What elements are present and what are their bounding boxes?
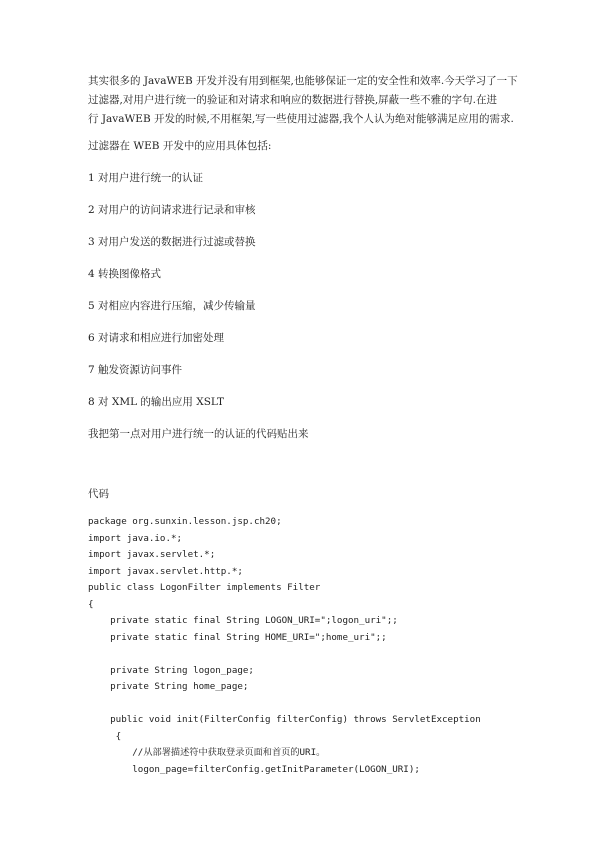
- intro-line: 过滤器,对用户进行统一的验证和对请求和响应的数据进行替换,屏蔽一些不雅的字句.在进: [88, 94, 498, 106]
- code-line: package org.sunxin.lesson.jsp.ch20;: [88, 516, 282, 527]
- closing-sentence: 我把第一点对用户进行统一的认证的代码贴出来: [88, 428, 309, 440]
- code-line: {: [88, 730, 122, 742]
- list-item: 7 触发资源访问事件: [88, 364, 183, 376]
- code-line: private static final String LOGON_URI=";logon_uri";;: [88, 615, 398, 626]
- list-heading: 过滤器在 WEB 开发中的应用具体包括:: [88, 140, 272, 152]
- code-line: [88, 696, 548, 713]
- list-item: 2 对用户的访问请求进行记录和审核: [88, 204, 256, 216]
- intro-line: 行 JavaWEB 开发的时候,不用框架,写一些使用过滤器,我个人认为绝对能够满足应用的需求.: [88, 113, 514, 125]
- list-item: 8 对 XML 的输出应用 XSLT: [88, 396, 225, 408]
- code-line: //从部署描述符中获取登录页面和首页的URI。: [88, 747, 326, 758]
- code-line: [88, 646, 548, 663]
- list-item: 1 对用户进行统一的认证: [88, 172, 204, 184]
- code-heading: 代码: [88, 488, 109, 500]
- code-line: public class LogonFilter implements Filter: [88, 582, 321, 593]
- code-block: [88, 514, 548, 778]
- code-line: private static final String HOME_URI=";home_uri";;: [88, 631, 387, 643]
- intro-paragraph: [88, 72, 528, 129]
- list-item: 3 对用户发送的数据进行过滤或替换: [88, 236, 256, 248]
- intro-line: 其实很多的 JavaWEB 开发并没有用到框架,也能够保证一定的安全性和效率.今天学习了一下: [88, 75, 518, 87]
- code-line: logon_page=filterConfig.getInitParameter(LOGON_URI);: [88, 763, 420, 775]
- code-line: private String logon_page;: [88, 664, 254, 676]
- code-line: import java.io.*;: [88, 532, 183, 544]
- list-item: 6 对请求和相应进行加密处理: [88, 332, 225, 344]
- code-line: private String home_page;: [88, 681, 249, 692]
- list-item: 5 对相应内容进行压缩，减少传输量: [88, 300, 256, 312]
- code-line: public void init(FilterConfig filterConfig) throws ServletException: [88, 714, 481, 725]
- code-line: import javax.servlet.http.*;: [88, 565, 243, 577]
- list-item: 4 转换图像格式: [88, 268, 162, 280]
- code-line: import javax.servlet.*;: [88, 549, 216, 560]
- code-line: {: [88, 598, 94, 610]
